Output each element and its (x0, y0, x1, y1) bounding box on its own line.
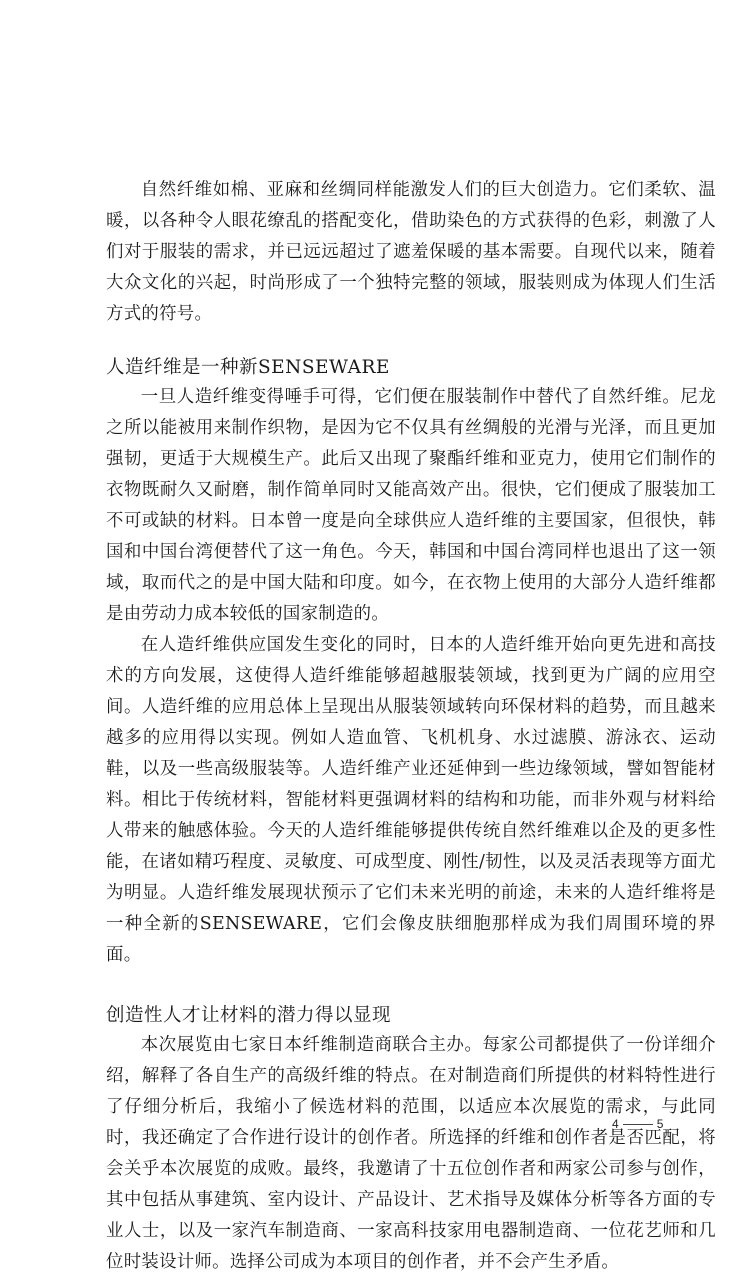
section-2-paragraph-1: 本次展览由七家日本纤维制造商联合主办。每家公司都提供了一份详细介绍，解释了各自生产的高级纤维的特点。在对制造商们所提供的材料特性进行了仔细分析后，我缩小了候选材料的范围，以适应本次展览的需求，与此同时，我还确定了合作进行设计的创作者。所选择的纤维和创作者是否匹配，将会关乎本次展览的成败。最终，我邀请了十五位创作者和两家公司参与创作，其中包括从事建筑、室内设计、产品设计、艺术指导及媒体分析等各方面的专业人士，以及一家汽车制造商、一家高科技家用电器制造商、一位花艺师和几位时装设计师。选择公司成为本项目的创作者，并不会产生矛盾。 (106, 1035, 716, 1272)
section-1-paragraph-2: 在人造纤维供应国发生变化的同时，日本的人造纤维开始向更先进和高技术的方向发展，这使得人造纤维能够超越服装领域，找到更为广阔的应用空间。人造纤维的应用总体上呈现出从服装领域转向环保材料的趋势，而且越来越多的应用得以实现。例如人造血管、飞机机身、水过滤膜、游泳衣、运动鞋，以及一些高级服装等。人造纤维产业还延伸到一些边缘领域，譬如智能材料。相比于传统材料，智能材料更强调材料的结构和功能，而非外观与材料给人带来的触感体验。今天的人造纤维能够提供传统自然纤维难以企及的更多性能，在诸如精巧程度、灵敏度、可成型度、刚性/韧性，以及灵活表现等方面尤为明显。人造纤维发展现状预示了它们未来光明的前途，未来的人造纤维将是一种全新的SENSEWARE，它们会像皮肤细胞那样成为我们周围环境的界面。 (106, 635, 716, 965)
section-heading-senseware: 人造纤维是一种新SENSEWARE (106, 357, 390, 378)
section-1-paragraph-1: 一旦人造纤维变得唾手可得，它们便在服装制作中替代了自然纤维。尼龙之所以能被用来制作织物，是因为它不仅具有丝绸般的光滑与光泽，而且更加强韧，更适于大规模生产。此后又出现了聚酯纤维和亚克力，使用它们制作的衣物既耐久又耐磨，制作简单同时又能高效产出。很快，它们便成了服装加工不可或缺的材料。日本曾一度是向全球供应人造纤维的主要国家，但很快，韩国和中国台湾便替代了这一角色。今天，韩国和中国台湾同样也退出了这一领域，取而代之的是中国大陆和印度。如今，在衣物上使用的大部分人造纤维都是由劳动力成本较低的国家制造的。 (106, 387, 716, 624)
section-heading-creative-talent: 创造性人才让材料的潜力得以显现 (106, 1005, 392, 1026)
page-number-right: 5 (656, 1117, 664, 1131)
page-body (106, 175, 716, 1278)
page-number-divider (623, 1124, 653, 1125)
intro-paragraph: 自然纤维如棉、亚麻和丝绸同样能激发人们的巨大创造力。它们柔软、温暖，以各种令人眼花缭乱的搭配变化，借助染色的方式获得的色彩，刺激了人们对于服装的需求，并已远远超过了遮羞保暖的基本需要。自现代以来，随着大众文化的兴起，时尚形成了一个独特完整的领域，服装则成为体现人们生活方式的符号。 (106, 180, 716, 324)
page-number (612, 1117, 663, 1131)
page-number-left: 4 (612, 1117, 619, 1131)
